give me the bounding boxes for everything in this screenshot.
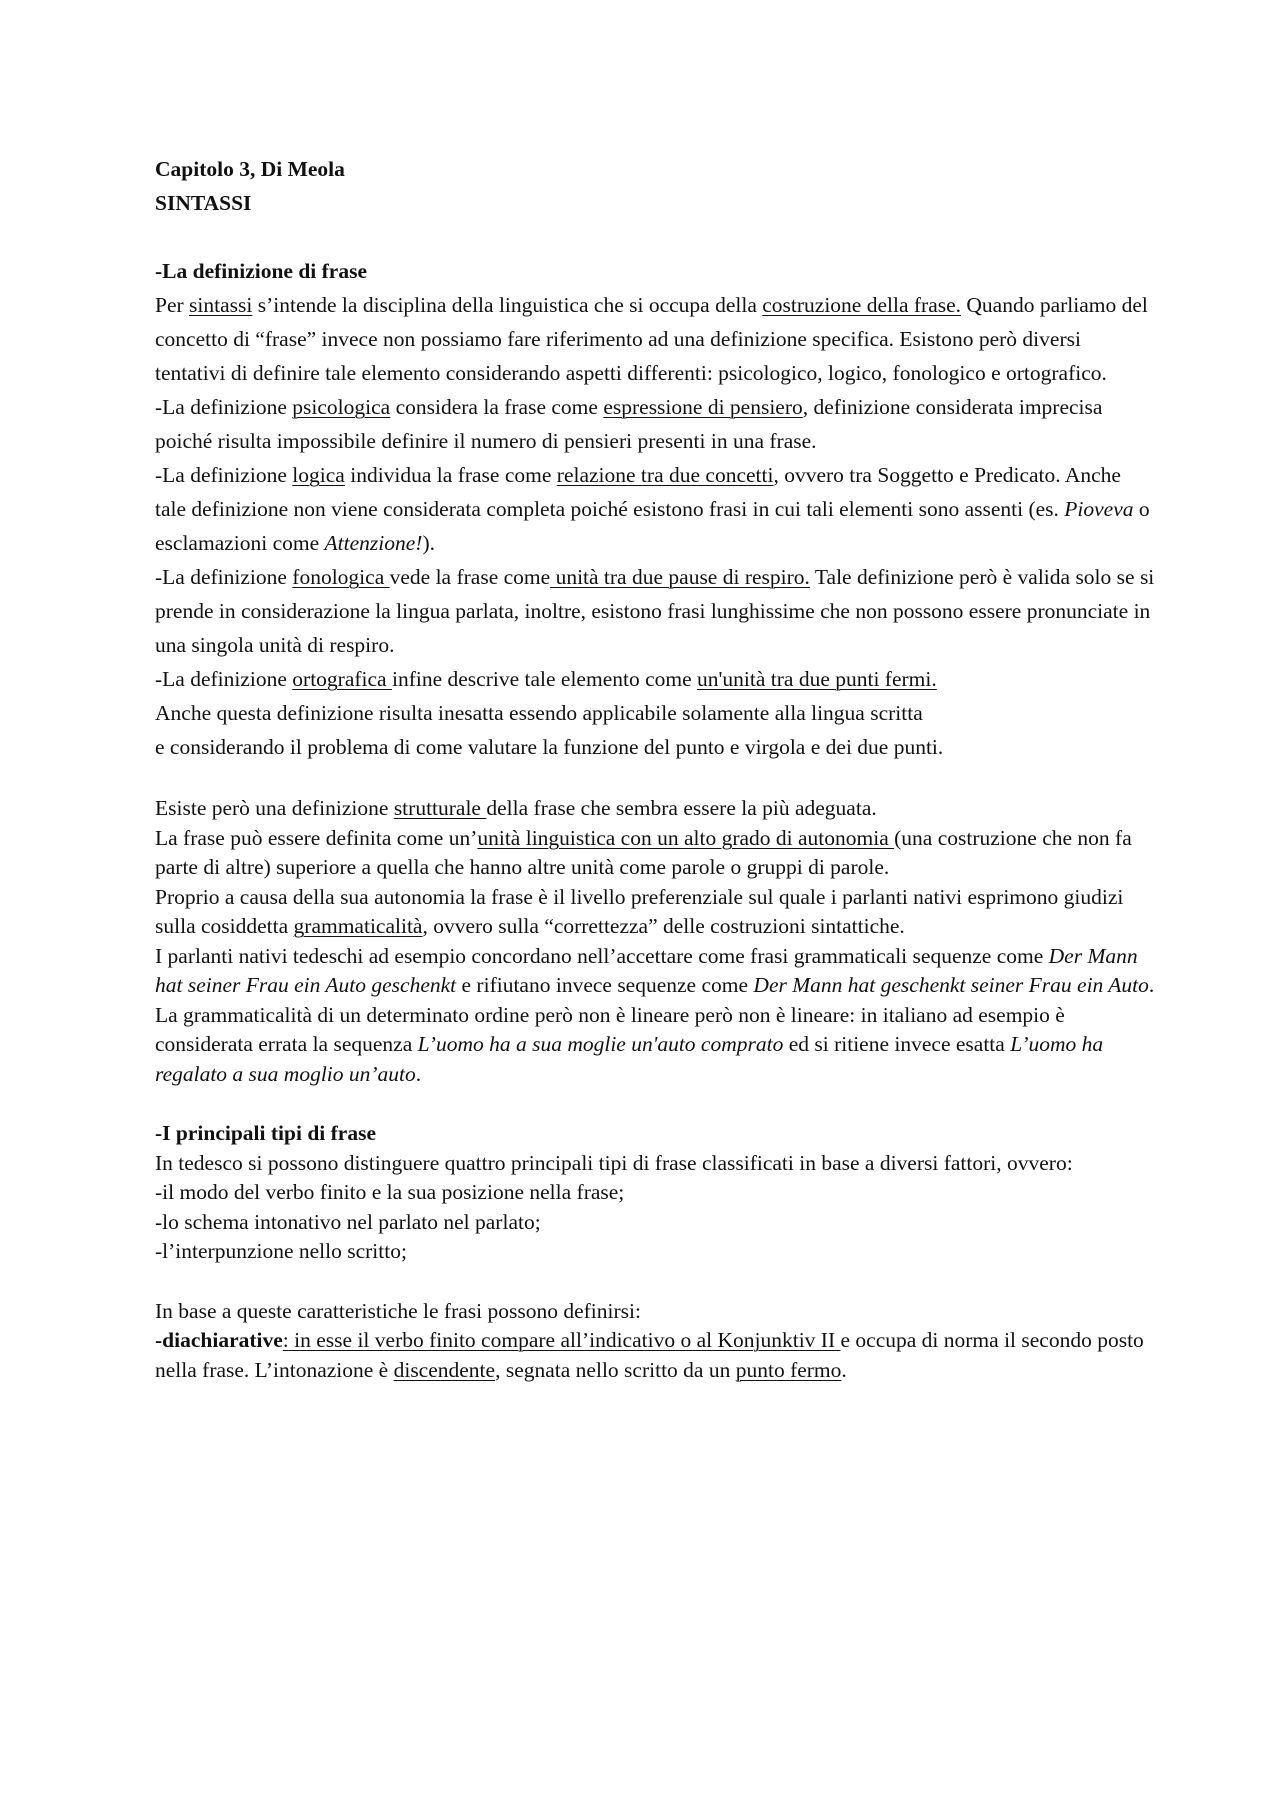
paragraph-tipi-intro: In tedesco si possono distinguere quattro principali tipi di frase classificati in base a diversi fattori, ovvero: (155, 1150, 1073, 1175)
paragraph-grammaticalita: Proprio a causa della sua autonomia la frase è il livello preferenziale sul quale i parlanti nativi esprimono giudizi sulla cosiddetta grammaticalità, ovvero sulla “correttezza” delle costruzioni sintattiche. (155, 884, 1124, 938)
paragraph-strutturale: Esiste però una definizione strutturale della frase che sembra essere la più adeguata. (155, 796, 877, 820)
document-page (155, 152, 1155, 1385)
paragraph-fonologica: -La definizione fonologica vede la frase come unità tra due pause di respiro. Tale definizione però è valida solo se si prende in considerazione la lingua parlata, inoltre, esistono frasi lunghissime che non possono essere pronunciate in una singola unità di respiro. (155, 565, 1155, 657)
paragraph-dichiarative: -diachiarative: in esse il verbo finito compare all’indicativo o al Konjunktiv II e occupa di norma il secondo posto nella frase. L’intonazione è discendente, segnata nello scritto da un punto fermo. (155, 1328, 1144, 1382)
paragraph-tedeschi: I parlanti nativi tedeschi ad esempio concordano nell’accettare come frasi grammaticali sequenze come Der Mann hat seiner Frau ein Auto geschenkt e rifiutano invece sequenze come Der Mann hat geschenkt seiner Frau ein Auto. (155, 943, 1155, 997)
paragraph-sintassi: Per sintassi s’intende la disciplina della linguistica che si occupa della costruzione della frase. Quando parliamo del concetto di “frase” invece non possiamo fare riferimento ad una definizione specifica. Esistono però diversi tentativi di definire tale elemento considerando aspetti differenti: psicologico, logico, fonologico e ortografico. (155, 293, 1148, 385)
list-item: -il modo del verbo finito e la sua posizione nella frase; (155, 1180, 625, 1204)
paragraph-ortografica-end: e considerando il problema di come valutare la funzione del punto e virgola e dei due punti. (155, 735, 944, 759)
heading-tipi-frase: -I principali tipi di frase (155, 1121, 376, 1145)
paragraph-ortografica-cont: Anche questa definizione risulta inesatta essendo applicabile solamente alla lingua scritta (155, 701, 923, 725)
paragraph-logica: -La definizione logica individua la frase come relazione tra due concetti, ovvero tra Soggetto e Predicato. Anche tale definizione non viene considerata completa poiché esistono frasi in cui tali elementi sono assenti (es. Pioveva o esclamazioni come Attenzione!). (155, 463, 1150, 555)
list-item: -l’interpunzione nello scritto; (155, 1239, 407, 1263)
paragraph-ortografica: -La definizione ortografica infine descrive tale elemento come un'unità tra due punti fermi. (155, 667, 937, 691)
paragraph-psicologica: -La definizione psicologica considera la frase come espressione di pensiero, definizione considerata imprecisa poiché risulta impossibile definire il numero di pensieri presenti in una frase. (155, 395, 1103, 453)
heading-definizione-frase: -La definizione di frase (155, 259, 367, 283)
section-subtitle: SINTASSI (155, 191, 252, 215)
paragraph-italiano: La grammaticalità di un determinato ordine però non è lineare però non è lineare: in italiano ad esempio è considerata errata la sequenza L’uomo ha a sua moglie un'auto comprato ed si ritiene invece esatta L’uomo ha regalato a sua moglio un’auto. (155, 1002, 1104, 1086)
paragraph-autonomia: La frase può essere definita come un’unità linguistica con un alto grado di autonomia (una costruzione che non fa parte di altre) superiore a quella che hanno altre unità come parole o gruppi di parole. (155, 825, 1132, 879)
paragraph-in-base: In base a queste caratteristiche le frasi possono definirsi: (155, 1298, 641, 1323)
document-title: Capitolo 3, Di Meola (155, 157, 345, 181)
list-item: -lo schema intonativo nel parlato nel parlato; (155, 1209, 541, 1234)
